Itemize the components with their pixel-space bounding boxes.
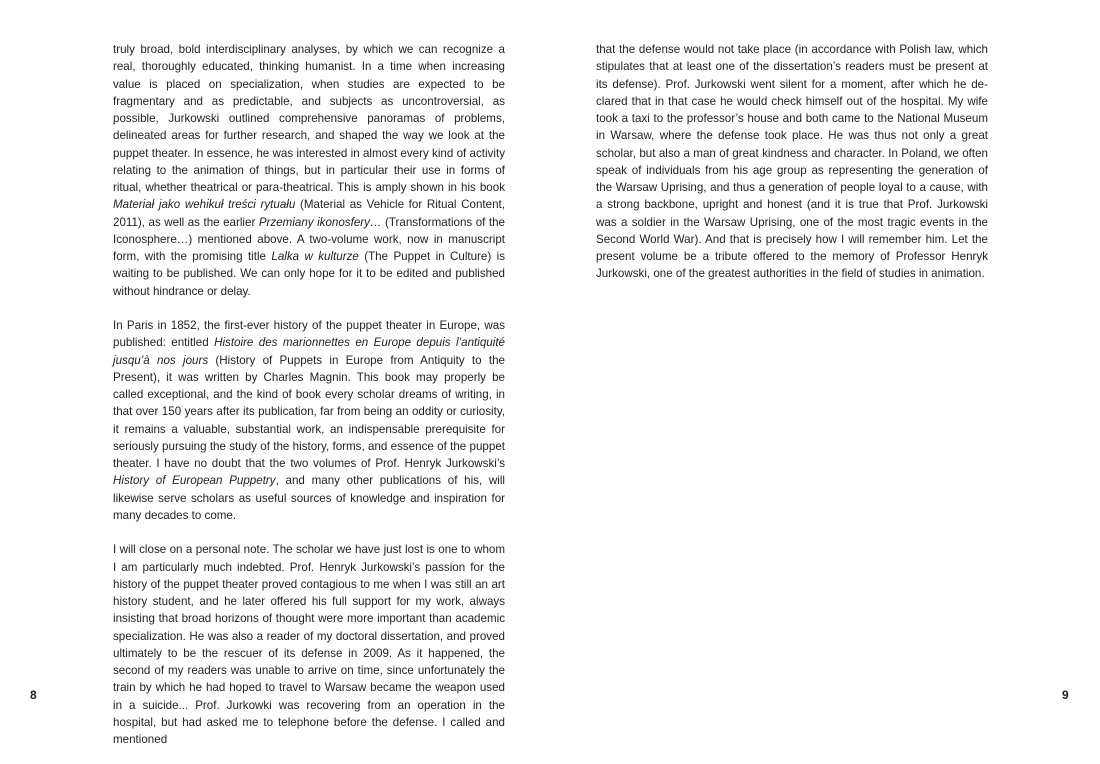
text-run: (Material as Vehicle for Ritual Content, 2011), as well as the earlier <box>113 198 505 229</box>
text-run: I will close on a personal note. The scholar we have just lost is one to whom I am particularly much indebted. Prof. Henryk Jurkowski’s passion for the history of the puppet theater proved contagious to me when I was still an art history student, and he later offered his full support for my work, always insisting that broad horizons of thought were more important than academic specialization. He was also a reader of my doctoral dissertation, and proved ultimately to be the rescuer of its defense in 2009. As it happened, the second of my readers was unable to arrive on time, since unfortunately the train by which he had hoped to travel to Warsaw became the weapon used in a suicide... Prof. Jurkowki was recovering from an operation in the hospital, but had asked me to telephone before the defense. I called and mentioned <box>113 543 505 746</box>
italic-title: Przemiany ikonosfery… <box>258 215 382 229</box>
page-number-left: 8 <box>30 688 37 702</box>
left-text-column <box>113 41 505 748</box>
italic-title: Histoire des marionnettes en Europe depuis l’antiquité jusqu’à nos jours <box>113 336 505 367</box>
text-run: (Transformations of the Iconosphere…) mentioned above. A two-volume work, now in manuscript form, with the promising title <box>113 215 506 263</box>
text-run: truly broad, bold interdisciplinary analyses, by which we can recognize a real, thoroughly educated, thinking humanist. In a time when increasing value is placed on specialization, when studies are expected to be fragmentary and as predictable, and subjects as uncontroversial, as possible, Jurkowski outlined comprehensive panoramas of problems, delineated areas for further research, and shaped the way we look at the puppet theater. In essence, he was interested in almost every kind of activity relating to the animation of things, but in particular their use in forms of ritual, whether theatrical or para-theatrical. This is amply shown in his book <box>113 43 505 194</box>
paragraph <box>113 41 505 300</box>
paragraph <box>113 541 505 748</box>
page-number-right: 9 <box>1062 688 1069 702</box>
text-run: that the defense would not take place (in accordance with Polish law, which stipulates that at least one of the dissertation’s readers must be present at its defense). Prof. Jurkowski went silent for a moment, after which he declared that in that case he would check himself out of the hospital. My wife took a taxi to the professor’s house and both came to the National Museum in Warsaw, where the defense took place. He was thus not only a great scholar, but also a man of great kindness and character. In Poland, we often speak of individuals from his age group as representing the generation of the Warsaw Uprising, and thus a generation of people loyal to a cause, with a strong backbone, upright and honest (and it is true that Prof. Jurkowski was a soldier in the Warsaw Uprising, one of the most tragic events in the Second World War). And that is precisely how I will remember him. Let the present volume be a tribute offered to the memory of Professor Henryk Jurkowski, one of the greatest authorities in the field of studies in animation. <box>596 43 988 281</box>
italic-title: Lalka w kulturze <box>271 250 359 263</box>
text-run: (The Puppet in Culture) is waiting to be published. We can only hope for it to be edited and published without hindrance or delay. <box>113 250 505 298</box>
right-text-column <box>596 41 988 283</box>
paragraph <box>596 41 988 283</box>
right-page <box>550 0 1100 764</box>
paragraph <box>113 317 505 524</box>
text-run: In Paris in 1852, the first-ever history of the puppet theater in Europe, was published: entitled <box>113 319 505 350</box>
italic-title: History of European Puppetry <box>113 474 276 488</box>
text-run: , and many other publications of his, will likewise serve scholars as useful sources of knowledge and inspiration for many decades to come. <box>113 474 506 522</box>
italic-title: Materiał jako wehikuł treści rytuału <box>113 198 296 212</box>
text-run: (History of Puppets in Europe from Antiquity to the Present), it was written by Charles Magnin. This book may properly be called exceptional, and the kind of book every scholar dreams of writing, in that over 150 years after its publication, far from being an oddity or curiosity, it remains a valuable, substantial work, an indispensable prerequisite for seriously pursuing the study of the history, forms, and essence of the puppet theater. I have no doubt that the two volumes of Prof. Henryk Jurkowski’s <box>113 353 505 470</box>
